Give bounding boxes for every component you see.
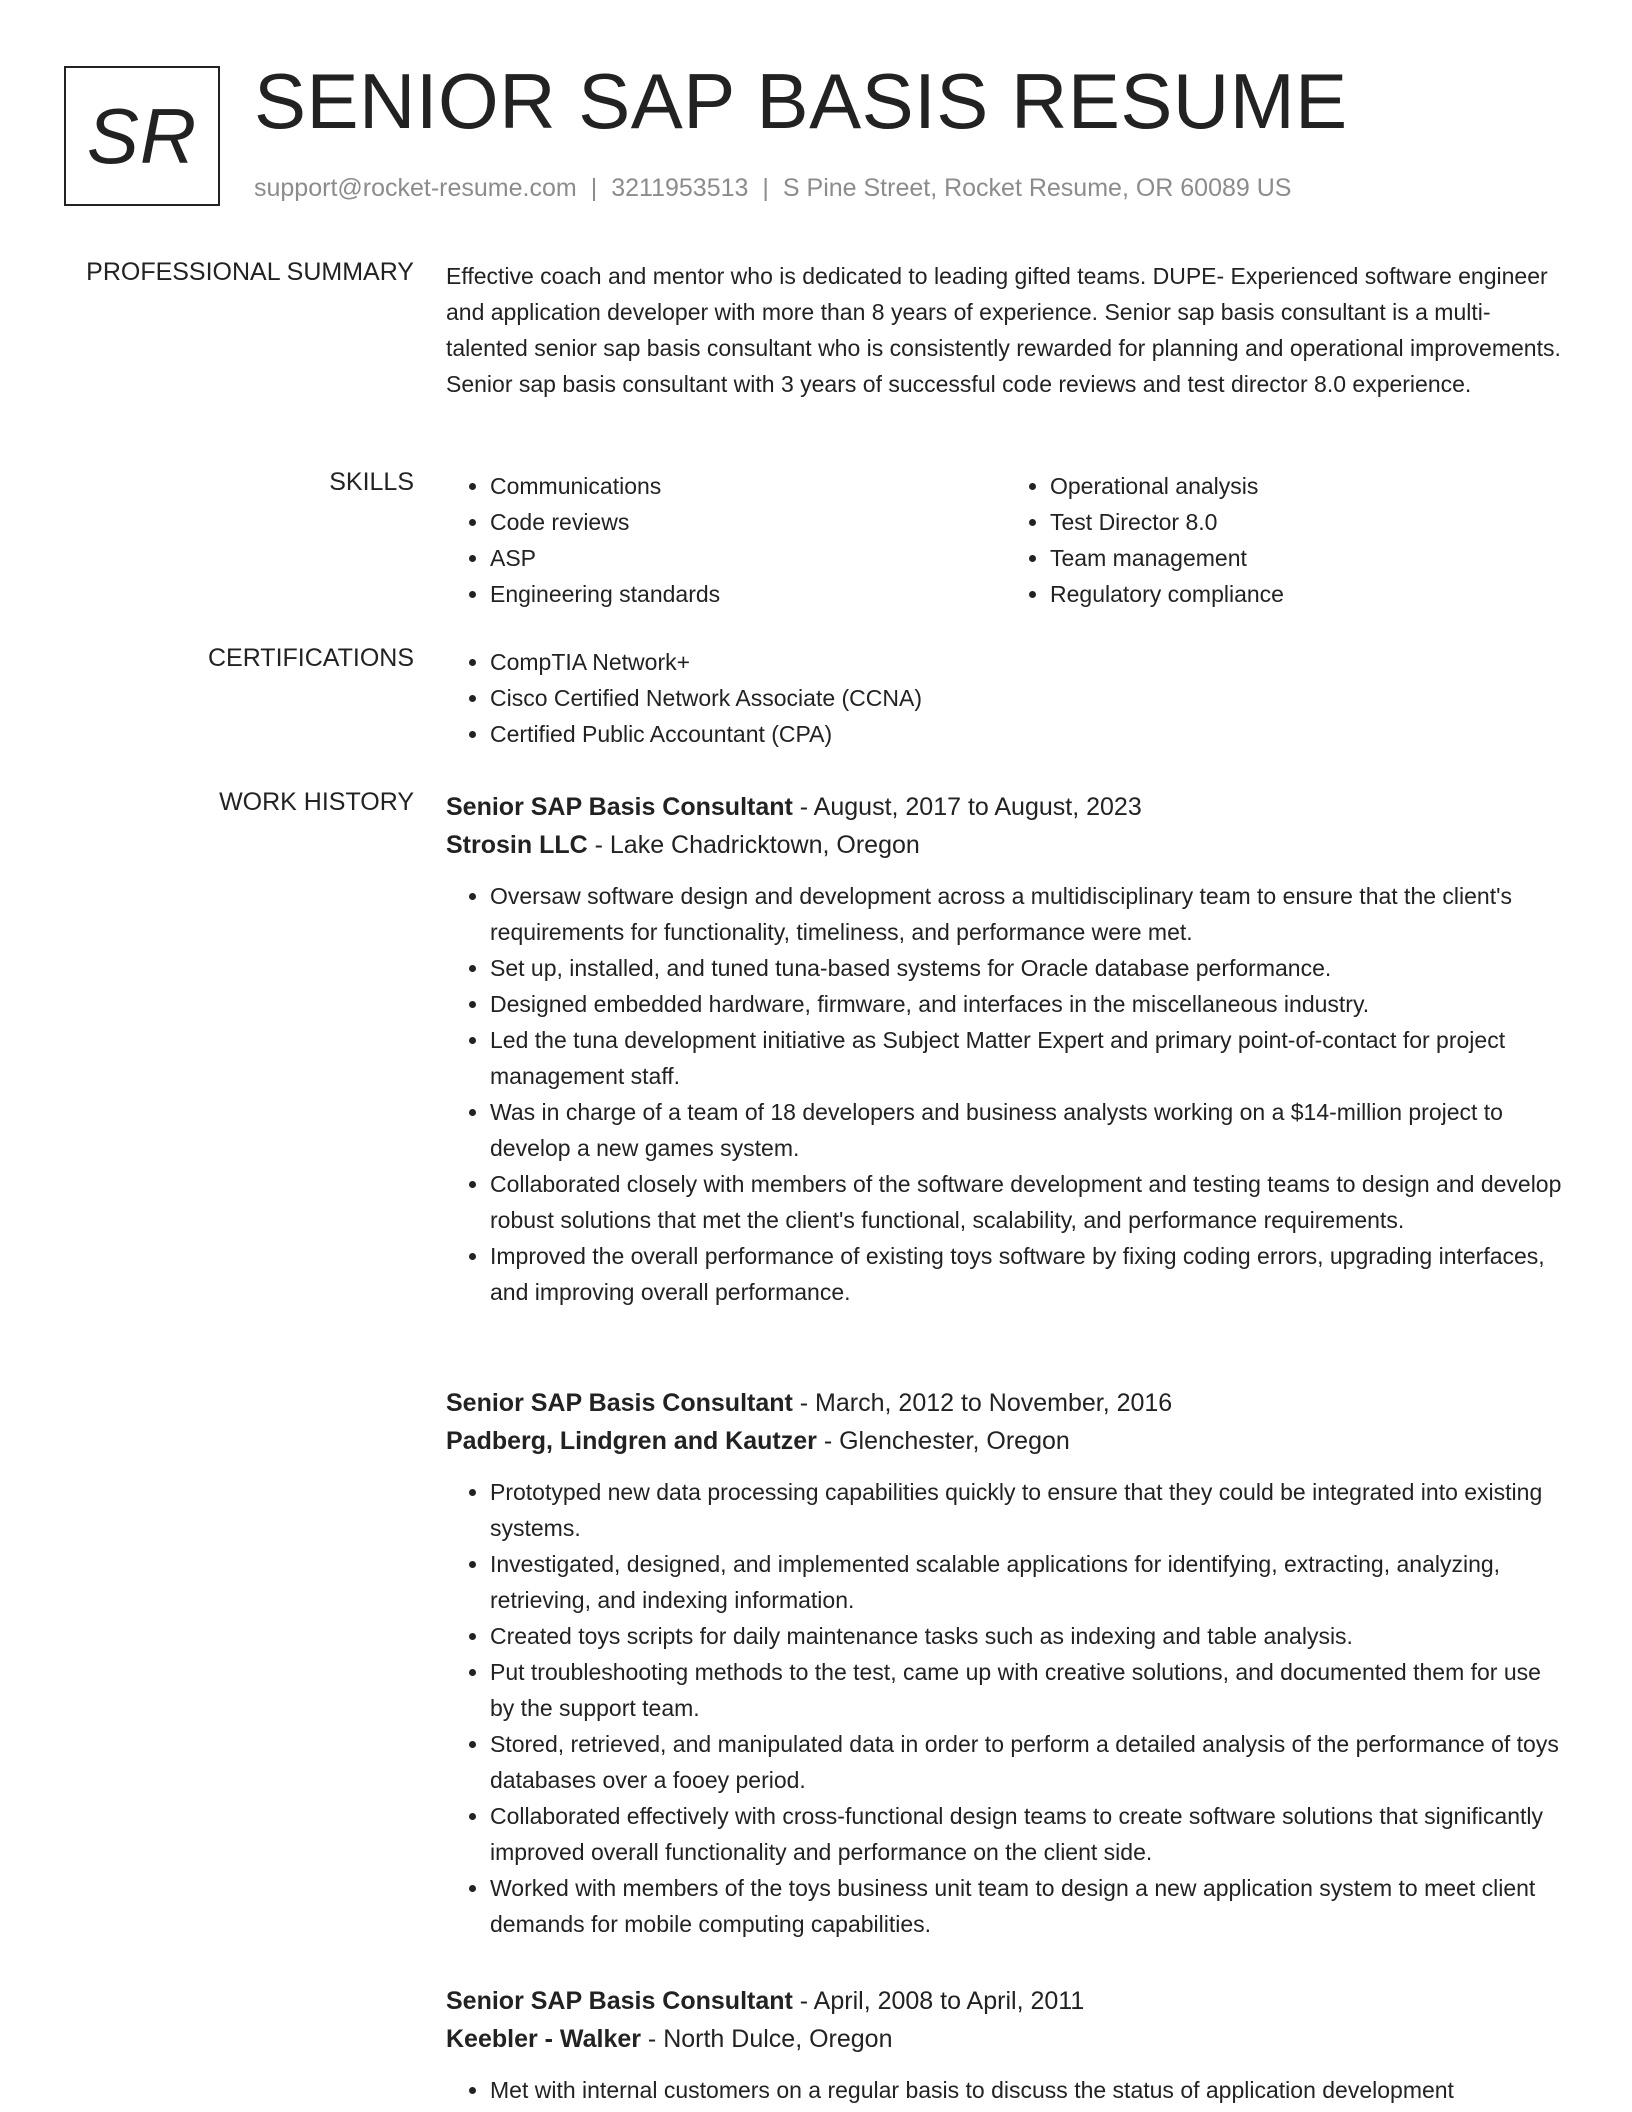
job-duty: • Met with internal customers on a regular basis to discuss the status of application development (490, 2072, 1566, 2108)
job-heading (446, 1384, 1566, 1422)
skill-item: • Engineering standards (490, 576, 1006, 612)
skill-item: • Code reviews (490, 504, 1006, 540)
skill-item: • Regulatory compliance (1050, 576, 1566, 612)
contact-email[interactable]: support@rocket-resume.com (254, 174, 577, 202)
job-duties-list (446, 1474, 1566, 1942)
job-heading (446, 788, 1566, 826)
job-entry (446, 1384, 1566, 1942)
summary-heading: PROFESSIONAL SUMMARY (86, 258, 414, 286)
contact-separator: | (590, 174, 598, 202)
job-duties-list (446, 878, 1566, 1310)
job-title: Senior SAP Basis Consultant (446, 1389, 793, 1417)
job-duty: • Improved the overall performance of existing toys software by fixing coding errors, upgrading interfaces, and improving overall performance. (490, 1238, 1566, 1310)
skills-heading: SKILLS (329, 468, 414, 496)
job-location: - Lake Chadricktown, Oregon (587, 831, 920, 859)
job-employer (446, 826, 1566, 864)
contact-line (254, 174, 1291, 203)
job-duty: • Worked with members of the toys business unit team to design a new application system to meet client demands for mobile computing capabilities. (490, 1870, 1566, 1942)
skill-item: • Test Director 8.0 (1050, 504, 1566, 540)
job-dates: - April, 2008 to April, 2011 (792, 1987, 1085, 2015)
job-company: Padberg, Lindgren and Kautzer (446, 1427, 817, 1455)
job-duty: • Put troubleshooting methods to the test, came up with creative solutions, and documented them for use by the support team. (490, 1654, 1566, 1726)
skill-item: • Team management (1050, 540, 1566, 576)
monogram-logo: SR (64, 66, 220, 206)
job-duty: • Set up, installed, and tuned tuna-based systems for Oracle database performance. (490, 950, 1566, 986)
job-entry (446, 1982, 1566, 2108)
job-duty: • Led the tuna development initiative as Subject Matter Expert and primary point-of-contact for project management staff. (490, 1022, 1566, 1094)
job-duty: • Collaborated effectively with cross-functional design teams to create software solutions that significantly improved overall functionality and performance on the client side. (490, 1798, 1566, 1870)
certifications-body (446, 644, 1566, 752)
job-title: Senior SAP Basis Consultant (446, 793, 793, 821)
skills-list-left (446, 468, 1006, 612)
certification-item: • Cisco Certified Network Associate (CCNA) (490, 680, 1566, 716)
job-duty: • Prototyped new data processing capabilities quickly to ensure that they could be integrated into existing systems. (490, 1474, 1566, 1546)
certification-item: • CompTIA Network+ (490, 644, 1566, 680)
skill-item: • ASP (490, 540, 1006, 576)
job-duty: • Designed embedded hardware, firmware, and interfaces in the miscellaneous industry. (490, 986, 1566, 1022)
skills-list-right (1006, 468, 1566, 612)
contact-separator: | (762, 174, 769, 202)
contact-phone[interactable]: 3211953513 (611, 174, 749, 202)
job-duty: • Investigated, designed, and implemented scalable applications for identifying, extracting, analyzing, retrieving, and indexing information. (490, 1546, 1566, 1618)
skill-item: • Operational analysis (1050, 468, 1566, 504)
job-entry (446, 788, 1566, 1310)
job-duty: • Oversaw software design and development across a multidisciplinary team to ensure that the client's requirements for functionality, timeliness, and performance were met. (490, 878, 1566, 950)
certification-item: • Certified Public Accountant (CPA) (490, 716, 1566, 752)
job-location: - Glenchester, Oregon (816, 1427, 1070, 1455)
job-location: - North Dulce, Oregon (640, 2025, 893, 2053)
job-title: Senior SAP Basis Consultant (446, 1987, 793, 2015)
job-heading (446, 1982, 1566, 2020)
certifications-heading: CERTIFICATIONS (207, 644, 414, 672)
contact-address: S Pine Street, Rocket Resume, OR 60089 US (782, 174, 1292, 202)
job-duty: • Stored, retrieved, and manipulated data in order to perform a detailed analysis of the performance of toys databases over a fooey period. (490, 1726, 1566, 1798)
resume-title: SENIOR SAP BASIS RESUME (254, 57, 1348, 145)
job-duty: • Was in charge of a team of 18 developers and business analysts working on a $14-million project to develop a new games system. (490, 1094, 1566, 1166)
summary-text: Effective coach and mentor who is dedicated to leading gifted teams. DUPE- Experienced software engineer and application developer with more than 8 years of experience. Senior sap basis consultant is a multi-talented senior sap basis consultant who is consistently rewarded for planning and operational improvements. Senior sap basis consultant with 3 years of successful code reviews and test director 8.0 experience. (446, 263, 1561, 397)
job-employer (446, 1422, 1566, 1460)
job-dates: - August, 2017 to August, 2023 (792, 793, 1142, 821)
job-company: Keebler - Walker (446, 2025, 641, 2053)
skill-item: • Communications (490, 468, 1006, 504)
certifications-list (446, 644, 1566, 752)
job-company: Strosin LLC (446, 831, 588, 859)
skills-body (446, 468, 1566, 612)
job-dates: - March, 2012 to November, 2016 (792, 1389, 1173, 1417)
job-employer (446, 2020, 1566, 2058)
job-duties-list (446, 2072, 1566, 2108)
job-duty: • Created toys scripts for daily maintenance tasks such as indexing and table analysis. (490, 1618, 1566, 1654)
work-history-heading: WORK HISTORY (219, 788, 414, 816)
job-duty: • Collaborated closely with members of the software development and testing teams to design and develop robust solutions that met the client's functional, scalability, and performance requirements. (490, 1166, 1566, 1238)
